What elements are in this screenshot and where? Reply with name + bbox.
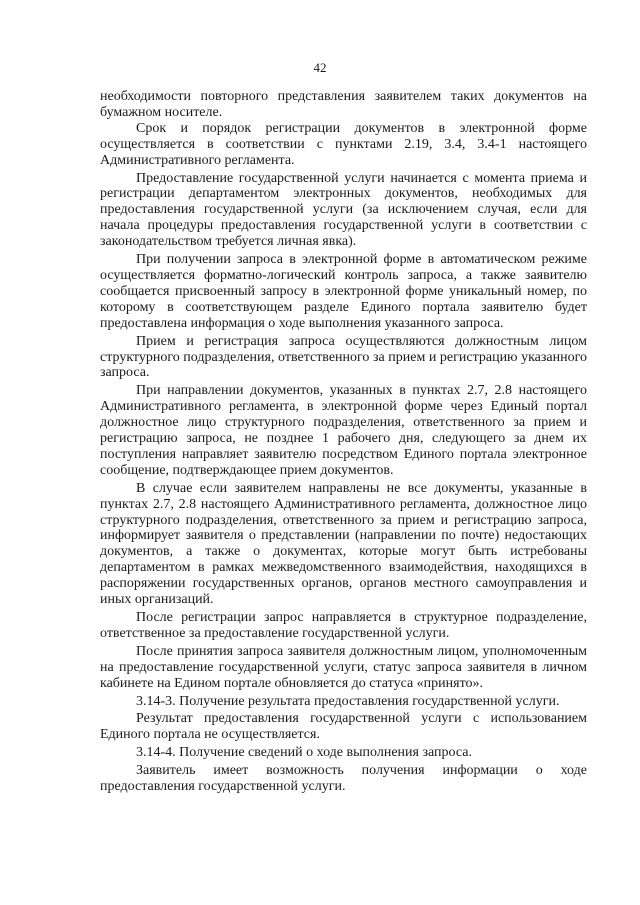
paragraph: Результат предоставления государственной услуги с использованием Единого портала не осуществляется. [100,711,587,743]
section-heading: 3.14-4. Получение сведений о ходе выполнения запроса. [136,745,472,761]
document-body [100,89,587,795]
paragraph: При направлении документов, указанных в пунктах 2.7, 2.8 настоящего Административного регламента, в электронной форме через Единый портал должностное лицо структурного подразделения, ответственного за прием и регистрацию запроса, не позднее 1 рабочего дня, следующего за днем их поступления направляет заявителю посредством Единого портала электронное сообщение, подтверждающее прием документов. [100,383,587,478]
paragraph: необходимости повторного представления заявителем таких документов на бумажном носителе. [100,89,587,120]
section-heading: 3.14-3. Получение результата предоставления государственной услуги. [136,693,560,709]
paragraph: Заявитель имеет возможность получения информации о ходе предоставления государственной услуги. [100,763,587,795]
paragraph: После регистрации запрос направляется в структурное подразделение, ответственное за предоставление государственной услуги. [100,610,587,641]
paragraph: После принятия запроса заявителя должностным лицом, уполномоченным на предоставление государственной услуги, статус запроса заявителя в личном кабинете на Едином портале обновляется до статуса «принято». [100,643,587,691]
paragraph: Срок и порядок регистрации документов в электронной форме осуществляется в соответствии с пунктами 2.19, 3.4, 3.4-1 настоящего Административного регламента. [100,120,587,168]
paragraph: При получении запроса в электронной форме в автоматическом режиме осуществляется форматно-логический контроль запроса, а также заявителю сообщается присвоенный запросу в электронной форме уникальный номер, по которому в соответствующем разделе Единого портала заявителю будет предоставлена информация о ходе выполнения указанного запроса. [100,252,587,331]
page-number: 42 [313,60,327,75]
paragraph: В случае если заявителем направлены не все документы, указанные в пунктах 2.7, 2.8 настоящего Административного регламента, должностное лицо структурного подразделения, ответственного за прием и регистрацию запроса, информирует заявителя о представлении (направлении по почте) недостающих документов, а также о документах, которые могут быть истребованы департаментом в рамках межведомственного взаимодействия, находящихся в распоряжении государственных органов, органов местного самоуправления и иных организаций. [100,480,587,608]
paragraph: Прием и регистрация запроса осуществляются должностным лицом структурного подразделения, ответственного за прием и регистрацию указанного запроса. [100,333,587,381]
paragraph: Предоставление государственной услуги начинается с момента приема и регистрации департаментом электронных документов, необходимых для предоставления государственной услуги (за исключением случая, если для начала процедуры предоставления государственной услуги в соответствии с законодательством требуется личная явка). [100,170,587,250]
